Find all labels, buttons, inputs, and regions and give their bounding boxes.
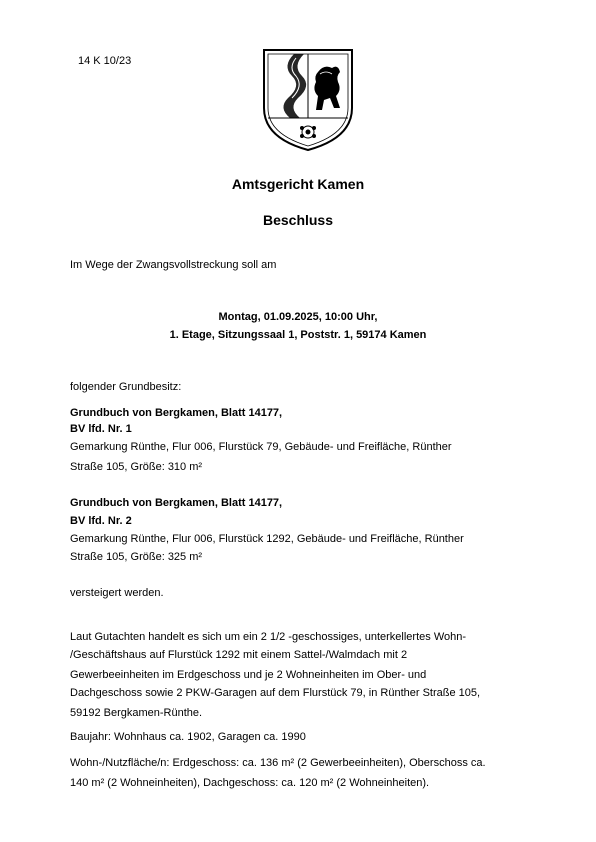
appraisal-line: Laut Gutachten handelt es sich um ein 2 1/2 -geschossiges, unterkellertes Wohn- (70, 631, 467, 643)
land-register: Grundbuch von Bergkamen, Blatt 14177, (70, 497, 283, 509)
property-description: Gemarkung Rünthe, Flur 006, Flurstück 1292, Gebäude- und Freifläche, Rünther (70, 533, 464, 545)
bv-number: BV lfd. Nr. 2 (70, 515, 132, 527)
land-register: Grundbuch von Bergkamen, Blatt 14177, (70, 407, 283, 419)
auction-location: 1. Etage, Sitzungssaal 1, Poststr. 1, 59174 Kamen (169, 329, 427, 341)
appraisal-line: 59192 Bergkamen-Rünthe. (70, 707, 203, 719)
bv-number: BV lfd. Nr. 1 (70, 423, 132, 435)
file-number: 14 K 10/23 (78, 55, 132, 67)
appraisal-line: /Geschäftshaus auf Flurstück 1292 mit einem Sattel-/Walmdach mit 2 (70, 649, 408, 661)
property-description: Gemarkung Rünthe, Flur 006, Flurstück 79, Gebäude- und Freifläche, Rünther (70, 441, 452, 453)
property-description: Straße 105, Größe: 310 m² (70, 461, 203, 473)
year-built: Baujahr: Wohnhaus ca. 1902, Garagen ca. 1990 (70, 731, 306, 743)
area-line: 140 m² (2 Wohneinheiten), Dachgeschoss: ca. 120 m² (2 Wohneinheiten). (70, 777, 430, 789)
property-intro: folgender Grundbesitz: (70, 381, 182, 393)
area-line: Wohn-/Nutzfläche/n: Erdgeschoss: ca. 136 m² (2 Gewerbeeinheiten), Oberschoss ca. (70, 757, 486, 769)
appraisal-line: Dachgeschoss sowie 2 PKW-Garagen auf dem Flurstück 79, in Rünther Straße 105, (70, 687, 481, 699)
court-name: Amtsgericht Kamen (231, 176, 365, 192)
intro-text: Im Wege der Zwangsvollstreckung soll am (70, 259, 277, 271)
appraisal-line: Gewerbeeinheiten im Erdgeschoss und je 2 Wohneinheiten im Ober- und (70, 669, 427, 681)
auction-date: Montag, 01.09.2025, 10:00 Uhr, (218, 311, 378, 323)
document-type: Beschluss (262, 212, 334, 228)
coat-of-arms-icon (258, 46, 358, 154)
auction-note: versteigert werden. (70, 587, 164, 599)
property-description: Straße 105, Größe: 325 m² (70, 551, 203, 563)
